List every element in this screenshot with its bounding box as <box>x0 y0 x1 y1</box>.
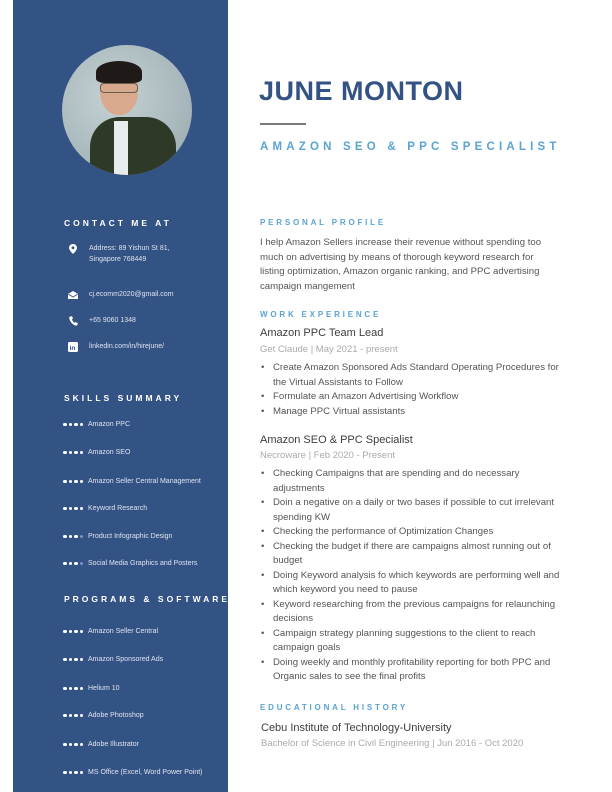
bullet-item: • Checking the budget if there are campaigns almost running out of budget <box>273 540 568 569</box>
skill-rating-dots <box>63 423 83 427</box>
address-line-2: Singapore 768449 <box>89 256 147 263</box>
job-2-title: Amazon SEO & PPC Specialist <box>260 434 413 446</box>
program-label: Adobe Photoshop <box>88 712 144 719</box>
linkedin-icon <box>64 341 82 352</box>
profile-text: I help Amazon Sellers increase their revenue without spending too much on advertising by means of thorough keyword research for listing optimization, Amazon organic ranking, and PPC advertising campaign mangement <box>260 237 542 292</box>
bullet-item: • Keyword researching from the previous campaigns for relaunching decisions <box>273 598 568 627</box>
job-1-bullets <box>260 361 568 419</box>
program-rating-dots <box>63 630 83 634</box>
skill-item <box>63 560 197 567</box>
program-label: Helium 10 <box>88 685 120 692</box>
skill-rating-dots <box>63 451 83 455</box>
skill-rating-dots <box>63 480 83 484</box>
education-heading: EDUCATIONAL HISTORY <box>260 703 409 712</box>
programs-heading: PROGRAMS & SOFTWARES <box>64 594 239 604</box>
skill-label: Keyword Research <box>88 505 148 512</box>
contact-phone[interactable] <box>64 315 136 326</box>
program-label: Adobe Illustrator <box>88 741 139 748</box>
skill-label: Product Infographic Design <box>88 533 173 540</box>
program-item <box>63 769 203 776</box>
skill-label: Amazon SEO <box>88 449 131 456</box>
skill-item <box>63 505 147 512</box>
bullet-item: • Create Amazon Sponsored Ads Standard Operating Procedures for the Virtual Assistants to Follow <box>273 361 568 390</box>
location-pin-icon <box>64 243 82 254</box>
bullet-item: • Formulate an Amazon Advertising Workflow <box>273 390 568 405</box>
skill-item <box>63 478 201 485</box>
program-rating-dots <box>63 714 83 718</box>
program-item <box>63 628 158 635</box>
work-heading: WORK EXPERIENCE <box>260 310 382 319</box>
phone-number[interactable]: +65 9060 1348 <box>89 317 136 324</box>
program-rating-dots <box>63 687 83 691</box>
svg-text:in: in <box>69 344 76 352</box>
degree-meta: Bachelor of Science in Civil Engineering | Jun 2016 - Oct 2020 <box>261 738 524 749</box>
program-item <box>63 685 120 692</box>
profile-heading: PERSONAL PROFILE <box>260 218 386 227</box>
job-1-title: Amazon PPC Team Lead <box>260 327 384 339</box>
skill-rating-dots <box>63 562 83 566</box>
bullet-item: • Campaign strategy planning suggestions to the client to reach campaign goals <box>273 627 568 656</box>
job-2-meta: Necroware | Feb 2020 - Present <box>260 450 396 461</box>
contact-heading: CONTACT ME AT <box>64 218 172 228</box>
skill-label: Amazon Seller Central Management <box>88 478 201 485</box>
program-label: Amazon Sponsored Ads <box>88 656 164 663</box>
bullet-item: • Manage PPC Virtual assistants <box>273 405 568 420</box>
contact-address <box>64 243 170 265</box>
bullet-item: • Checking the performance of Optimization Changes <box>273 525 568 540</box>
skill-item <box>63 533 172 540</box>
bullet-item: • Doin a negative on a daily or two bases if possible to cut irrelevant spending KW <box>273 496 568 525</box>
skill-label: Social Media Graphics and Posters <box>88 560 198 567</box>
header-divider <box>260 123 306 125</box>
job-1-meta: Get Claude | May 2021 - present <box>260 344 398 355</box>
bullet-item: • Checking Campaigns that are spending and do necessary adjustments <box>273 467 568 496</box>
skill-label: Amazon PPC <box>88 421 131 428</box>
program-rating-dots <box>63 771 83 775</box>
phone-icon <box>64 315 82 326</box>
candidate-name: JUNE MONTON <box>259 76 464 106</box>
contact-linkedin[interactable] <box>64 341 164 352</box>
bullet-item: • Doing Keyword analysis fo which keywords are performing well and which keyword you need to pause <box>273 569 568 598</box>
school-name: Cebu Institute of Technology-University <box>261 722 452 734</box>
contact-email[interactable] <box>64 289 174 300</box>
bullet-item: • Doing weekly and monthly profitability reporting for both PPC and Organic sales to see the final profits <box>273 656 568 685</box>
program-label: Amazon Seller Central <box>88 628 159 635</box>
profile-photo <box>62 45 192 175</box>
program-item <box>63 656 163 663</box>
linkedin-link[interactable]: linkedin.com/in/hirejune/ <box>89 343 165 350</box>
program-item <box>63 712 144 719</box>
program-item <box>63 741 139 748</box>
email-link[interactable]: cj.ecomm2020@gmail.com <box>89 291 174 298</box>
program-label: MS Office (Excel, Word Power Point) <box>88 769 203 776</box>
skill-rating-dots <box>63 507 83 511</box>
skill-item <box>63 421 130 428</box>
job-title: AMAZON SEO & PPC SPECIALIST <box>260 141 561 153</box>
program-rating-dots <box>63 743 83 747</box>
skill-rating-dots <box>63 535 83 539</box>
skills-heading: SKILLS SUMMARY <box>64 393 183 403</box>
envelope-icon <box>64 289 82 300</box>
skill-item <box>63 449 130 456</box>
program-rating-dots <box>63 658 83 662</box>
job-2-bullets <box>260 467 568 685</box>
address-line-1: Address: 89 Yishun St 81, <box>89 245 170 252</box>
